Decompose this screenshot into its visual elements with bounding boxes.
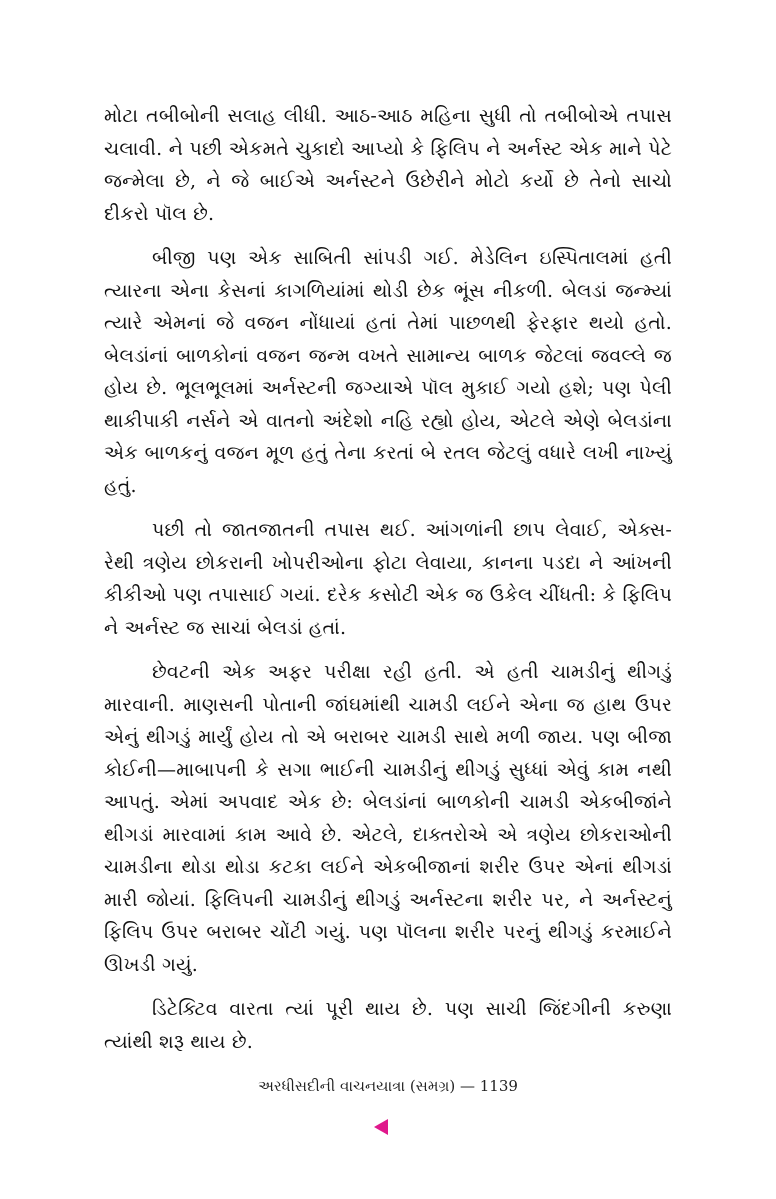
page-footer: અરધીસદીની વાચનયાત્રા (સમગ્ર) — 1139 xyxy=(258,1077,518,1095)
paragraph-3: પછી તો જાતજાતની તપાસ થઈ. આંગળાંની છાપ લેવાઈ, એક્સ-રેથી ત્રણેય છોકરાની ખોપરીઓના ફોટા લેવાયા, કાનના પડદા ને આંખની કીકીઓ પણ તપાસાઈ ગયાં. દરેક કસોટી એક જ ઉકેલ ચીંધતી: કે ફિલિપ ને અર્નસ્ટ જ સાચાં બેલડાં હતાં. xyxy=(104,519,672,639)
paragraph-4: છેવટની એક અફર પરીક્ષા રહી હતી. એ હતી ચામડીનું થીગડું મારવાની. માણસની પોતાની જાંઘમાંથી ચામડી લઈને એના જ હાથ ઉપર એનું થીગડું માર્યું હોય તો એ બરાબર ચામડી સાથે મળી જાય. પણ બીજા કોઈની—માબાપની કે સગા ભાઈની ચામડીનું થીગડું સુધ્ધાં એવું કામ નથી આપતું. એમાં અપવાદ એક છે: બેલડાંનાં બાળકોની ચામડી એકબીજાંને થીગડાં મારવામાં કામ આવે છે. એટલે, દાક્તરોએ એ ત્રણેય છોકરાઓની ચામડીના થોડા થોડા કટકા લઈને એકબીજાનાં શરીર ઉપર એનાં થીગડાં મારી જોયાં. ફિલિપની ચામડીનું થીગડું અર્નસ્ટના શરીર પર, ને અર્નસ્ટનું ફિલિપ ઉપર બરાબર ચોંટી ગયું. પણ પૉલના શરીર પરનું થીગડું કરમાઈને ઊખડી ગયું. xyxy=(104,661,672,976)
paragraph-1: મોટા તબીબોની સલાહ લીધી. આઠ-આઠ મહિના સુધી તો તબીબોએ તપાસ ચલાવી. ને પછી એકમતે ચુકાદો આપ્યો કે ફિલિપ ને અર્નસ્ટ એક માને પેટે જન્મેલા છે, ને જે બાઈએ અર્નસ્ટને ઉછેરીને મોટો કર્યો છે તેનો સાચો દીકરો પૉલ છે. xyxy=(104,105,672,225)
paragraph-5: ડિટેક્ટિવ વારતા ત્યાં પૂરી થાય છે. પણ સાચી જિંદગીની કરુણા ત્યાંથી શરૂ થાય છે. xyxy=(104,998,672,1053)
paragraph-2: બીજી પણ એક સાબિતી સાંપડી ગઈ. મેડેલિન ઇસ્પિતાલમાં હતી ત્યારના એના કેસનાં કાગળિયાંમાં થોડી છેક ભૂંસ નીકળી. બેલડાં જન્મ્યાં ત્યારે એમનાં જે વજન નોંધાયાં હતાં તેમાં પાછળથી ફેરફાર થયો હતો. બેલડાંનાં બાળકોનાં વજન જન્મ વખતે સામાન્ય બાળક જેટલાં જવલ્લે જ હોય છે. ભૂલભૂલમાં અર્નસ્ટની જગ્યાએ પૉલ મુકાઈ ગયો હશે; પણ પેલી થાકીપાકી નર્સને એ વાતનો અંદેશો નહિ રહ્યો હોય, એટલે એણે બેલડાંના એક બાળકનું વજન મૂળ હતું તેના કરતાં બે રતલ જેટલું વધારે લખી નાખ્યું હતું. xyxy=(104,247,672,497)
page-body xyxy=(104,100,672,1070)
previous-page-arrow-icon[interactable] xyxy=(374,1119,388,1135)
